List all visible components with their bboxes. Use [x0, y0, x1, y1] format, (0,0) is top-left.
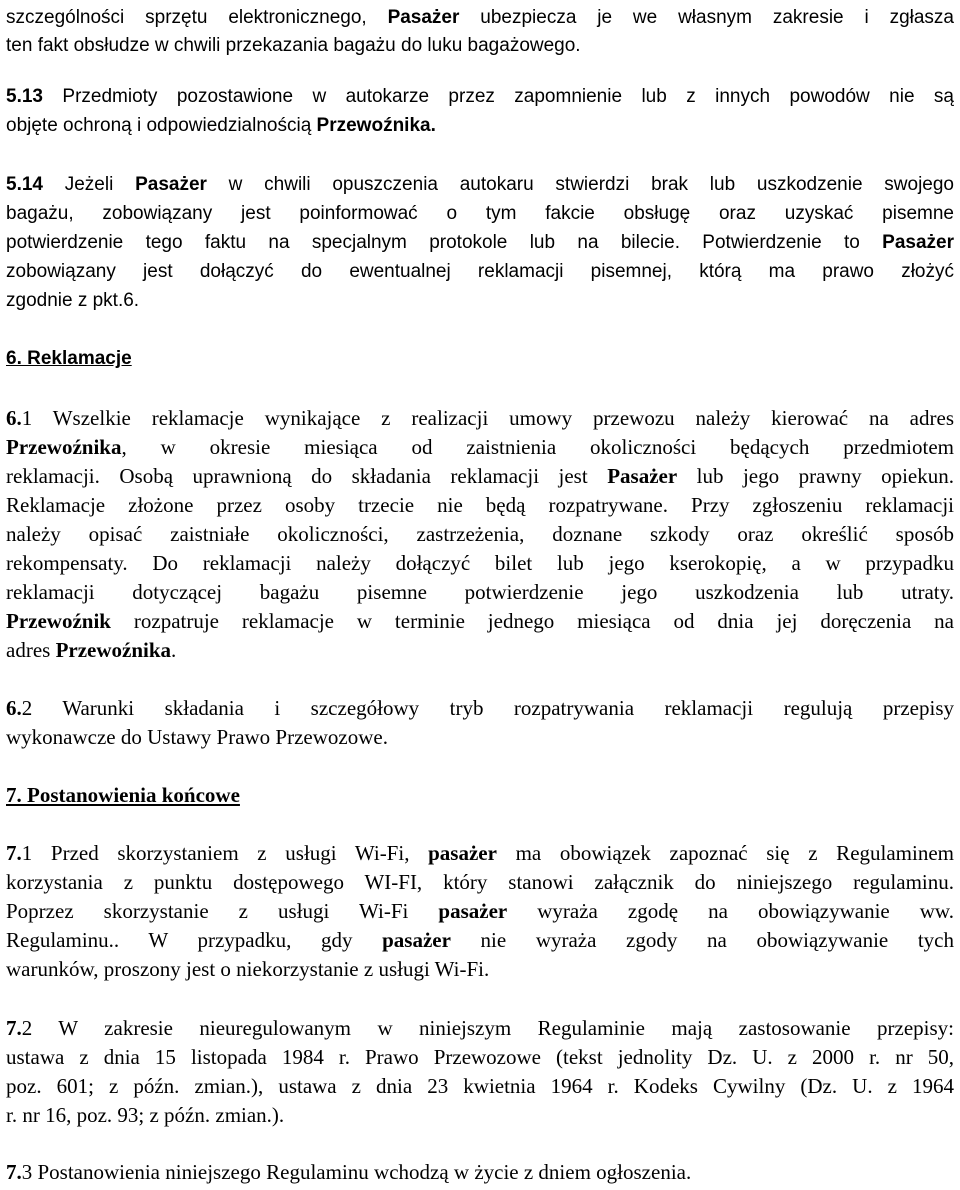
section-6-1-line-6 — [6, 548, 954, 578]
text: Poprzez skorzystanie z usługi Wi-Fi — [6, 899, 439, 923]
section-6-1-line-9 — [6, 635, 954, 665]
section-7-1-line-5 — [6, 954, 954, 984]
text: ten fakt obsłudze w chwili przekazania bagażu do luku bagażowego. — [6, 35, 581, 56]
heading-6 — [6, 344, 954, 374]
text: ma obowiązek zapoznać się z Regulaminem — [496, 841, 954, 865]
section-number-rest: 2 — [21, 696, 33, 720]
section-number-rest: 3 — [21, 1160, 33, 1184]
text: rekompensaty. Do reklamacji należy dołączyć bilet lub jego kserokopię, a w przypadku — [6, 551, 954, 575]
text: ustawa z dnia 15 listopada 1984 r. Prawo Przewozowe (tekst jednolity Dz. U. z 2000 r. nr 50, — [6, 1045, 954, 1069]
text: warunków, proszony jest o niekorzystanie z usługi Wi-Fi. — [6, 957, 490, 981]
term-pasazer: pasażer — [428, 841, 497, 865]
section-7-2-line-4 — [6, 1100, 954, 1130]
section-number: 5.13 — [6, 86, 43, 107]
text: należy opisać zaistniałe okoliczności, zastrzeżenia, doznane szkody oraz określić sposób — [6, 522, 954, 546]
text: zobowiązany jest dołączyć do ewentualnej reklamacji pisemnej, którą ma prawo złożyć — [6, 261, 954, 282]
text: ubezpiecza je we własnym zakresie i zgłasza — [459, 7, 954, 28]
text: Postanowienia niniejszego Regulaminu wchodzą w życie z dniem ogłoszenia. — [32, 1160, 692, 1184]
section-5-14-line-1 — [6, 170, 954, 200]
text: . — [171, 638, 177, 662]
section-6-1-line-4 — [6, 490, 954, 520]
section-5-14-line-5 — [6, 286, 954, 316]
section-7-2-line-3 — [6, 1071, 954, 1101]
text: , w okresie miesiąca od zaistnienia okoliczności będących przedmiotem — [121, 435, 954, 459]
section-7-2-line-1 — [6, 1013, 954, 1043]
text: reklamacji. Osobą uprawnioną do składania reklamacji jest — [6, 464, 608, 488]
text: Przed skorzystaniem z usługi Wi-Fi, — [32, 841, 429, 865]
term-pasazer: pasażer — [382, 928, 451, 952]
section-6-1-line-3 — [6, 461, 954, 491]
section-number-rest: 1 — [21, 406, 33, 430]
section-5-14-line-2 — [6, 199, 954, 229]
term-pasazer: Pasażer — [387, 7, 460, 28]
section-6-2-line-1 — [6, 693, 954, 723]
section-heading: 6. Reklamacje — [6, 348, 132, 369]
section-number: 7. — [6, 841, 22, 865]
section-6-1-line-1 — [6, 403, 954, 433]
term-pasazer: pasażer — [438, 899, 508, 923]
text: korzystania z punktu dostępowego WI-FI, który stanowi załącznik do niniejszego regulaminu. — [6, 870, 954, 894]
term-przewoznik: Przewoźnika — [55, 638, 172, 662]
section-number-rest: 2 — [21, 1016, 33, 1040]
section-heading: 7. Postanowienia końcowe — [6, 783, 240, 807]
section-number: 7. — [6, 1016, 22, 1040]
term-przewoznik: Przewoźnika. — [316, 115, 436, 136]
text: wykonawcze do Ustawy Prawo Przewozowe. — [6, 725, 388, 749]
text: lub jego prawny opiekun. — [677, 464, 954, 488]
text: W zakresie nieuregulowanym w niniejszym Regulaminie mają zastosowanie przepisy: — [32, 1016, 954, 1040]
text: Przedmioty pozostawione w autokarze przez zapomnienie lub z innych powodów nie są — [42, 86, 954, 107]
section-number: 6. — [6, 406, 22, 430]
text: Jeżeli — [42, 174, 136, 195]
text: bagażu, zobowiązany jest poinformować o tym fakcie obsługę oraz uzyskać pisemne — [6, 203, 954, 224]
text: Wszelkie reklamacje wynikające z realizacji umowy przewozu należy kierować na adres — [32, 406, 954, 430]
section-7-1-line-3 — [6, 896, 954, 926]
section-5-13-line-2 — [6, 111, 954, 141]
heading-7 — [6, 780, 954, 810]
section-number: 5.14 — [6, 174, 43, 195]
text: rozpatruje reklamacje w terminie jednego miesiąca od dnia jej doręczenia na — [110, 609, 954, 633]
section-6-1-line-7 — [6, 577, 954, 607]
section-6-1-line-2 — [6, 432, 954, 462]
text: Regulaminu.. W przypadku, gdy — [6, 928, 383, 952]
section-5-14-line-4 — [6, 257, 954, 287]
section-5-14-line-3 — [6, 228, 954, 258]
text: adres — [6, 638, 56, 662]
intro-line-2 — [6, 31, 954, 61]
section-7-3-line-1 — [6, 1157, 954, 1187]
term-przewoznik: Przewoźnika — [6, 435, 122, 459]
section-5-13-line-1 — [6, 82, 954, 112]
section-7-1-line-4 — [6, 925, 954, 955]
text: poz. 601; z późn. zmian.), ustawa z dnia 23 kwietnia 1964 r. Kodeks Cywilny (Dz. U. z 1964 — [6, 1074, 954, 1098]
text: nie wyraża zgody na obowiązywanie tych — [450, 928, 955, 952]
section-number: 7. — [6, 1160, 22, 1184]
text: objęte ochroną i odpowiedzialnością — [6, 115, 317, 136]
section-7-1-line-1 — [6, 838, 954, 868]
section-6-1-line-8 — [6, 606, 954, 636]
text: reklamacji dotyczącej bagażu pisemne potwierdzenie jego uszkodzenia lub utraty. — [6, 580, 954, 604]
term-przewoznik: Przewoźnik — [6, 609, 111, 633]
section-6-1-line-5 — [6, 519, 954, 549]
section-7-2-line-2 — [6, 1042, 954, 1072]
text: potwierdzenie tego faktu na specjalnym protokole lub na bilecie. Potwierdzenie to — [6, 232, 883, 253]
term-pasazer: Pasażer — [882, 232, 954, 253]
section-7-1-line-2 — [6, 867, 954, 897]
section-number-rest: 1 — [21, 841, 33, 865]
text: Reklamacje złożone przez osoby trzecie nie będą rozpatrywane. Przy zgłoszeniu reklamacji — [6, 493, 954, 517]
section-number: 6. — [6, 696, 22, 720]
intro-line-1 — [6, 3, 954, 33]
text: Warunki składania i szczegółowy tryb rozpatrywania reklamacji regulują przepisy — [32, 696, 954, 720]
text: w chwili opuszczenia autokaru stwierdzi brak lub uszkodzenie swojego — [206, 174, 955, 195]
term-pasazer: Pasażer — [135, 174, 207, 195]
text: szczególności sprzętu elektronicznego, — [6, 7, 388, 28]
text: r. nr 16, poz. 93; z późn. zmian.). — [6, 1103, 285, 1127]
section-6-2-line-2 — [6, 722, 954, 752]
term-pasazer: Pasażer — [607, 464, 678, 488]
text: wyraża zgodę na obowiązywanie ww. — [507, 899, 954, 923]
text: zgodnie z pkt.6. — [6, 290, 140, 311]
